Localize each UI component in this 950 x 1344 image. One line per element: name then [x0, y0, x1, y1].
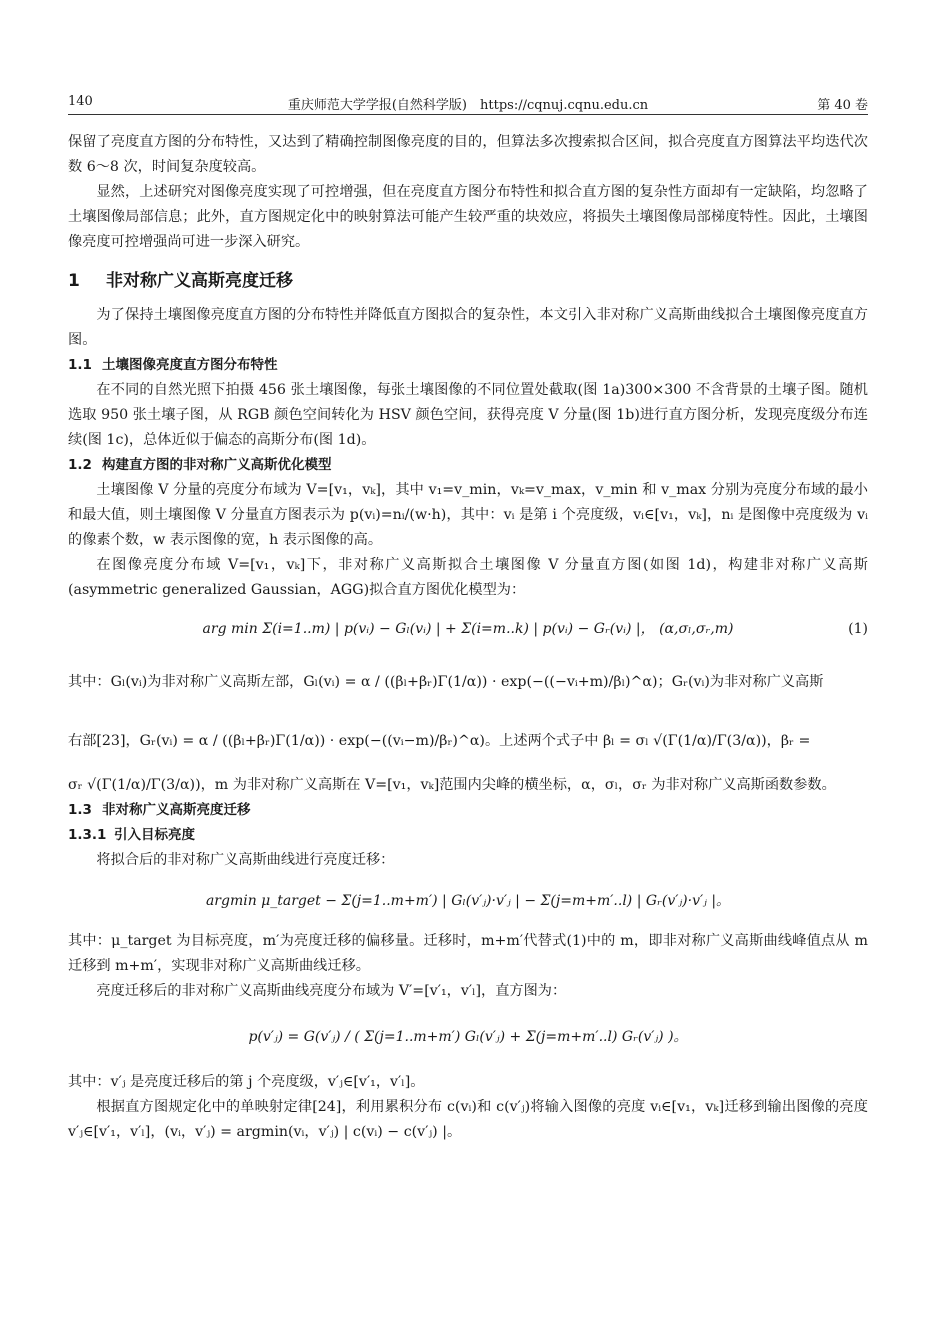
paragraph: 亮度迁移后的非对称广义高斯曲线亮度分布域为 V′=[v′₁，v′ₗ]，直方图为：	[96, 983, 567, 999]
paragraph: σᵣ √(Γ(1/α)/Γ(3/α))，m 为非对称广义高斯在 V=[v₁，vₖ]范围内尖峰的横坐标，α，σₗ，σᵣ 为非对称广义高斯函数参数。	[68, 777, 836, 793]
paragraph: 将拟合后的非对称广义高斯曲线进行亮度迁移：	[96, 852, 395, 868]
equation-2	[68, 879, 868, 923]
equation-1	[68, 609, 868, 649]
subsubsection-title: 引入目标亮度	[114, 827, 195, 843]
subsection-number: 1.1	[68, 357, 92, 373]
paragraph: 显然，上述研究对图像亮度实现了可控增强，但在亮度直方图分布特性和拟合直方图的复杂性方面却有一定缺陷，均忽略了土壤图像局部信息；此外，直方图规定化中的映射算法可能产生较严重的块效应，将损失土壤图像局部梯度特性。因此，土壤图像亮度可控增强尚可进一步深入研究。	[68, 184, 868, 250]
paragraph: 其中：μ_target 为目标亮度，m′为亮度迁移的偏移量。迁移时，m+m′代替式(1)中的 m，即非对称广义高斯曲线峰值点从 m 迁移到 m+m′，实现非对称广义高斯曲线迁移。	[68, 933, 868, 974]
equation-body: arg min Σ(i=1..m) | p(vᵢ) − Gₗ(vᵢ) | + Σ(i=m..k) | p(vᵢ) − Gᵣ(vᵢ) |， (α,σₗ,σᵣ,m)	[202, 621, 734, 637]
subsubsection-heading	[68, 823, 868, 848]
paragraph: 其中：Gₗ(vᵢ)为非对称广义高斯左部，Gₗ(vᵢ) = α / ((βₗ+βᵣ)Γ(1/α)) · exp(−((−vᵢ+m)/βₗ)^α)；Gᵣ(vᵢ)为非对称广义高斯	[68, 674, 824, 690]
paragraph: 为了保持土壤图像亮度直方图的分布特性并降低直方图拟合的复杂性，本文引入非对称广义高斯曲线拟合土壤图像亮度直方图。	[68, 307, 868, 348]
subsection-title: 土壤图像亮度直方图分布特性	[102, 357, 278, 373]
running-header	[68, 92, 868, 115]
subsubsection-number: 1.3.1	[68, 827, 107, 843]
subsection-title: 非对称广义高斯亮度迁移	[102, 802, 251, 818]
paragraph: 根据直方图规定化中的单映射定律[24]，利用累积分布 c(vᵢ)和 c(v′ⱼ)将输入图像的亮度 vᵢ∈[v₁，vₖ]迁移到输出图像的亮度 v′ⱼ∈[v′₁，v′ₗ]，(vᵢ，v′ⱼ) = argmin(vᵢ，v′ⱼ) | c(vᵢ) − c(v′ⱼ) |。	[68, 1099, 868, 1140]
paragraph: 右部[23]，Gᵣ(vᵢ) = α / ((βₗ+βᵣ)Γ(1/α)) · exp(−((vᵢ−m)/βᵣ)^α)。上述两个式子中 βₗ = σₗ √(Γ(1/α)/Γ(3/α))，βᵣ =	[68, 733, 811, 749]
paragraph: 在不同的自然光照下拍摄 456 张土壤图像，每张土壤图像的不同位置处截取(图 1a)300×300 不含背景的土壤子图。随机选取 950 张土壤子图，从 RGB 颜色空间转化为 HSV 颜色空间，获得亮度 V 分量(图 1b)进行直方图分析，发现亮度级分布连续(图 1c)，总体近似于偏态的高斯分布(图 1d)。	[68, 382, 868, 448]
section-number: 1	[68, 271, 80, 291]
paragraph: 在图像亮度分布域 V=[v₁，vₖ]下，非对称广义高斯拟合土壤图像 V 分量直方图(如图 1d)，构建非对称广义高斯(asymmetric generalized Gaussian，AGG)拟合直方图优化模型为：	[68, 557, 868, 598]
body-text	[68, 130, 868, 1145]
paragraph: 土壤图像 V 分量的亮度分布域为 V=[v₁，vₖ]，其中 v₁=v_min，vₖ=v_max，v_min 和 v_max 分别为亮度分布域的最小和最大值，则土壤图像 V 分量直方图表示为 p(vᵢ)=nᵢ/(w·h)，其中：vᵢ 是第 i 个亮度级，vᵢ∈[v₁，vₖ]，nᵢ 是图像中亮度级为 vᵢ 的像素个数，w 表示图像的宽，h 表示图像的高。	[68, 482, 868, 548]
subsection-title: 构建直方图的非对称广义高斯优化模型	[102, 457, 332, 473]
journal-title: 重庆师范大学学报(自然科学版) https://cqnuj.cqnu.edu.cn	[287, 98, 649, 113]
volume-label: 第 40 卷	[817, 98, 868, 113]
section-title: 非对称广义高斯亮度迁移	[106, 271, 293, 291]
page-number: 140	[68, 94, 93, 109]
subsection-number: 1.2	[68, 457, 92, 473]
subsection-heading	[68, 453, 868, 478]
section-heading	[68, 269, 868, 293]
subsection-number: 1.3	[68, 802, 92, 818]
equation-body: argmin μ_target − Σ(j=1..m+m′) | Gₗ(v′ⱼ)·v′ⱼ | − Σ(j=m+m′..l) | Gᵣ(v′ⱼ)·v′ⱼ |。	[205, 893, 731, 909]
subsection-heading	[68, 798, 868, 823]
equation-3	[68, 1010, 868, 1064]
equation-body: p(v′ⱼ) = G(v′ⱼ) / ( Σ(j=1..m+m′) Gₗ(v′ⱼ) + Σ(j=m+m′..l) Gᵣ(v′ⱼ) )。	[248, 1029, 688, 1045]
equation-number: (1)	[848, 621, 868, 637]
paragraph: 其中：v′ⱼ 是亮度迁移后的第 j 个亮度级，v′ⱼ∈[v′₁，v′ₗ]。	[68, 1074, 425, 1090]
subsection-heading	[68, 353, 868, 378]
paragraph: 保留了亮度直方图的分布特性，又达到了精确控制图像亮度的目的，但算法多次搜索拟合区间，拟合亮度直方图算法平均迭代次数 6～8 次，时间复杂度较高。	[68, 134, 868, 175]
paper-page	[68, 0, 868, 1344]
